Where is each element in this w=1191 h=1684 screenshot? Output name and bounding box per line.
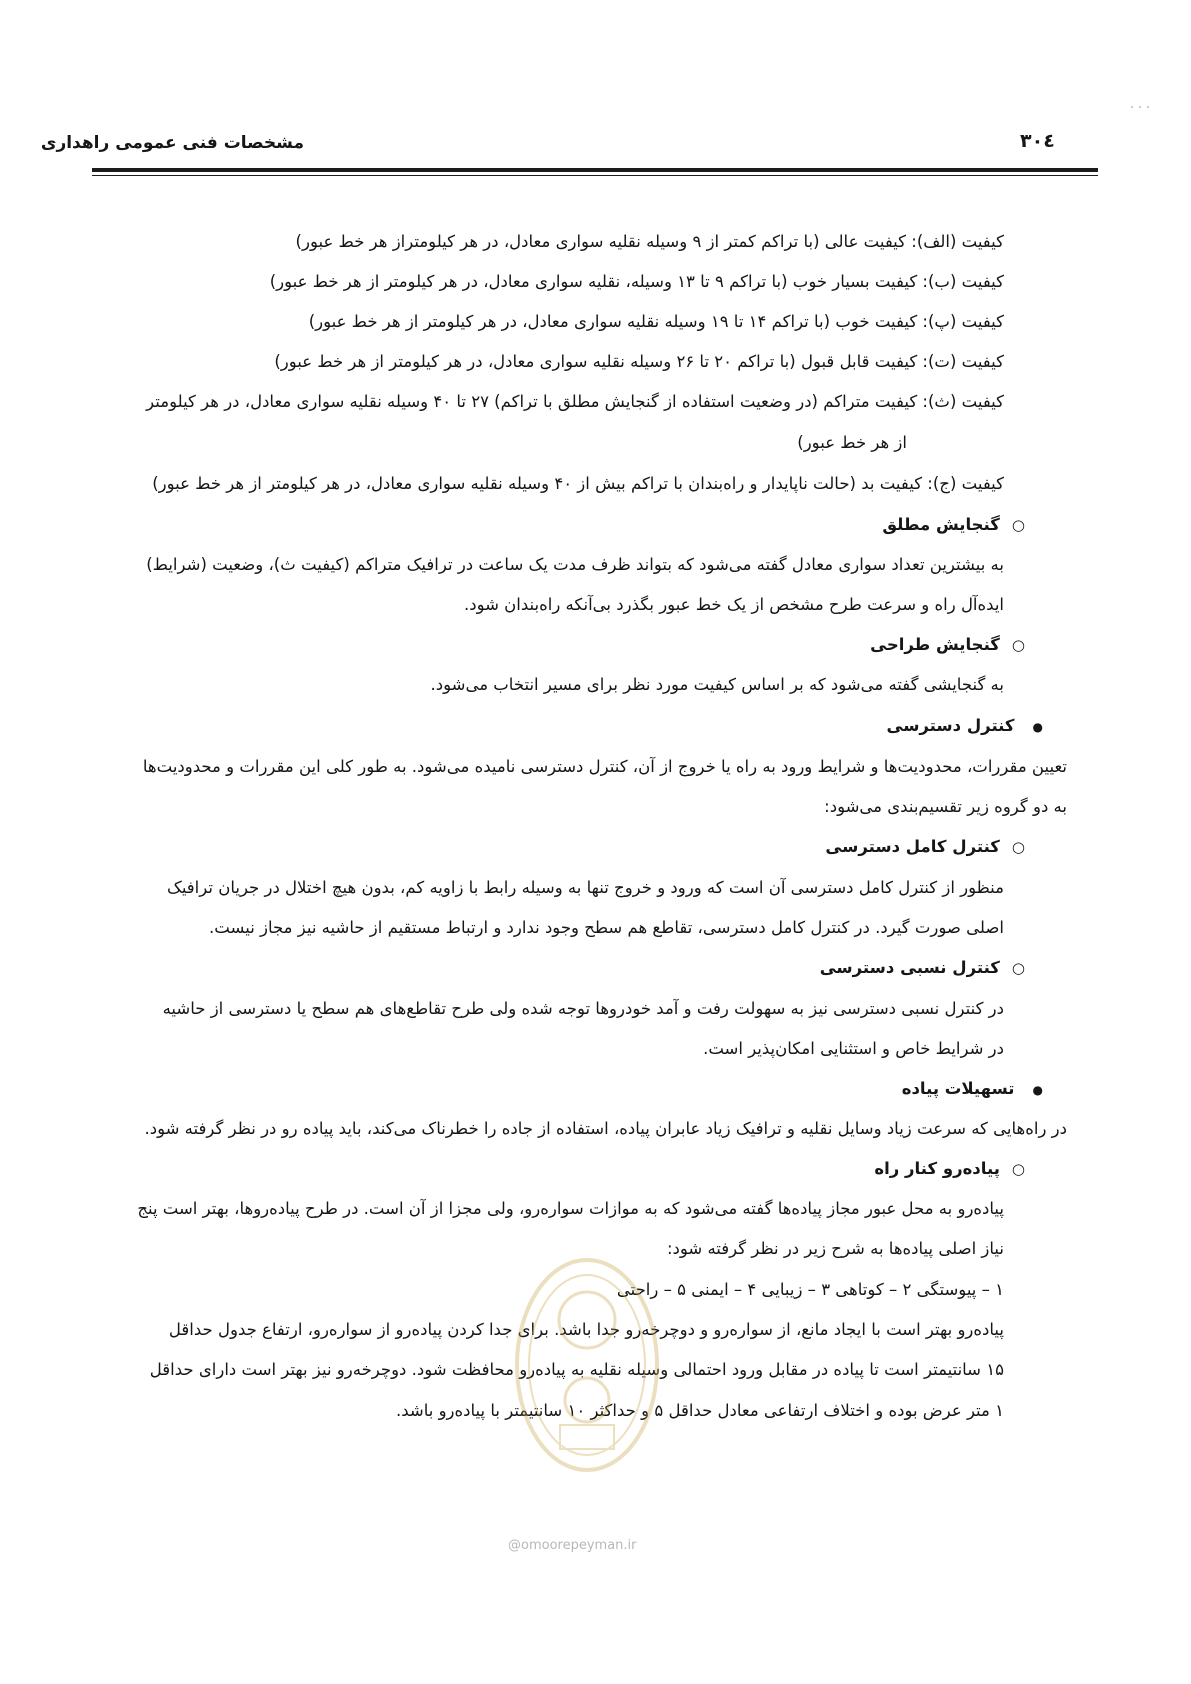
subheading-text: کنترل کامل دسترسی	[825, 837, 1000, 856]
paragraph-line: در کنترل نسبی دسترسی نیز به سهولت رفت و آمد خودروها توجه شده ولی طرح تقاطع‌های هم سطح یا دسترسی از حاشیه	[162, 999, 1004, 1018]
publisher-seal-watermark	[510, 1250, 665, 1480]
subheading-design-capacity	[870, 633, 1025, 657]
quality-level-a: کیفیت (الف): کیفیت عالی (با تراکم کمتر از ۹ وسیله نقلیه سواری معادل، در هر کیلومتراز هر خط عبور)	[295, 232, 1004, 251]
paragraph-line: به دو گروه زیر تقسیم‌بندی می‌شود:	[824, 797, 1067, 816]
subheading-text: گنجایش طراحی	[870, 635, 1000, 654]
paragraph-line: به بیشترین تعداد سواری معادل گفته می‌شود که بتواند ظرف مدت یک ساعت در ترافیک متراکم (کیفیت ث)، وضعیت (شرایط)	[146, 555, 1004, 574]
paragraph-line: تعیین مقررات، محدودیت‌ها و شرایط ورود به راه یا خروج از آن، کنترل دسترسی نامیده می‌شود. به طور کلی این مقررات و محدودیت‌ها	[142, 757, 1067, 776]
quality-level-b: کیفیت (ب): کیفیت بسیار خوب (با تراکم ۹ تا ۱۳ وسیله، نقلیه سواری معادل، در هر کیلومتر از هر خط عبور)	[269, 272, 1004, 291]
page-number: ۳۰٤	[1020, 130, 1055, 152]
subheading-text: کنترل نسبی دسترسی	[819, 958, 1000, 977]
paragraph-line: به گنجایشی گفته می‌شود که بر اساس کیفیت مورد نظر برای مسیر انتخاب می‌شود.	[430, 675, 1004, 694]
paragraph-line: ۱ متر عرض بوده و اختلاف ارتفاعی معادل حداقل ۵ و حداکثر ۱۰ سانتیمتر با پیاده‌رو باشد.	[395, 1401, 1004, 1420]
paragraph-line: ۱۵ سانتیمتر است تا پیاده در مقابل ورود احتمالی وسیله نقلیه به پیاده‌رو محافظت شود. دوچرخه‌رو نیز بهتر است دارای حداقل	[149, 1360, 1004, 1379]
quality-level-e-cont: از هر خط عبور)	[797, 433, 907, 452]
header-rule-thin	[92, 175, 1098, 176]
header-rule-thick	[92, 168, 1098, 172]
bullet-icon: ●	[1032, 1083, 1043, 1097]
corner-dots	[1126, 94, 1156, 98]
quality-level-e: کیفیت (ث): کیفیت متراکم (در وضعیت استفاده از گنجایش مطلق با تراکم) ۲۷ تا ۴۰ وسیله نقلیه سواری معادل، در هر کیلومتر	[146, 392, 1004, 411]
paragraph-line: ایده‌آل راه و سرعت طرح مشخص از یک خط عبور بگذرد بی‌آنکه راه‌بندان شود.	[463, 595, 1004, 614]
paragraph-line: پیاده‌رو بهتر است با ایجاد مانع، از سواره‌رو و دوچرخه‌رو جدا باشد. برای جدا کردن پیاده‌رو از سواره‌رو، ارتفاع جدول حداقل	[168, 1320, 1004, 1339]
paragraph-line: در شرایط خاص و استثنایی امکان‌پذیر است.	[703, 1039, 1004, 1058]
subheading-full-access-control	[825, 835, 1025, 859]
circle-bullet-icon: ○	[1011, 959, 1025, 977]
running-header-title: مشخصات فنی عمومی راهداری	[40, 133, 304, 153]
subheading-partial-access-control	[820, 956, 1025, 980]
circle-bullet-icon: ○	[1011, 636, 1025, 654]
circle-bullet-icon: ○	[1011, 838, 1025, 856]
quality-level-d: کیفیت (ت): کیفیت قابل قبول (با تراکم ۲۰ تا ۲۶ وسیله نقلیه سواری معادل، در هر کیلومتر از هر خط عبور)	[274, 352, 1004, 371]
paragraph-line: در راه‌هایی که سرعت زیاد وسایل نقلیه و ترافیک زیاد عابران پیاده، استفاده از جاده را خطرناک می‌کند، باید پیاده رو در نظر گرفته شود.	[144, 1119, 1067, 1138]
heading-text: کنترل دسترسی	[886, 716, 1015, 735]
quality-level-f: کیفیت (ج): کیفیت بد (حالت ناپایدار و راه‌بندان با تراکم بیش از ۴۰ وسیله نقلیه سواری معادل، در هر کیلومتر از هر خط عبور)	[152, 474, 1004, 493]
paragraph-line: منظور از کنترل کامل دسترسی آن است که ورود و خروج تنها به وسیله رابط با زاویه کم، بدون هیچ اختلال در جریان ترافیک	[167, 878, 1004, 897]
paragraph-line: نیاز اصلی پیاده‌ها به شرح زیر در نظر گرفته شود:	[666, 1239, 1004, 1258]
watermark-url: @omoorepeyman.ir	[508, 1538, 637, 1553]
subheading-roadside-sidewalk	[874, 1157, 1025, 1181]
circle-bullet-icon: ○	[1011, 516, 1025, 534]
paragraph-line: پیاده‌رو به محل عبور مجاز پیاده‌ها گفته می‌شود که به موازات سواره‌رو، ولی مجزا از آن است. در طرح پیاده‌روها، بهتر است پنج	[137, 1199, 1004, 1218]
subheading-text: پیاده‌رو کنار راه	[874, 1159, 1000, 1178]
heading-text: تسهیلات پیاده	[901, 1079, 1015, 1098]
bullet-icon: ●	[1032, 720, 1043, 734]
heading-pedestrian-facilities	[902, 1077, 1043, 1102]
subheading-absolute-capacity	[882, 513, 1025, 537]
pedestrian-needs-list: ۱ – پیوستگی ۲ – کوتاهی ۳ – زیبایی ۴ – ایمنی ۵ – راحتی	[616, 1280, 1004, 1299]
quality-level-c: کیفیت (پ): کیفیت خوب (با تراکم ۱۴ تا ۱۹ وسیله نقلیه سواری معادل، در هر کیلومتر از هر خط عبور)	[308, 312, 1004, 331]
paragraph-line: اصلی صورت گیرد. در کنترل کامل دسترسی، تقاطع هم سطح وجود ندارد و ارتباط مستقیم از حاشیه نیز مجاز نیست.	[209, 918, 1004, 937]
circle-bullet-icon: ○	[1011, 1160, 1025, 1178]
heading-access-control	[887, 714, 1044, 739]
subheading-text: گنجایش مطلق	[882, 515, 1000, 534]
